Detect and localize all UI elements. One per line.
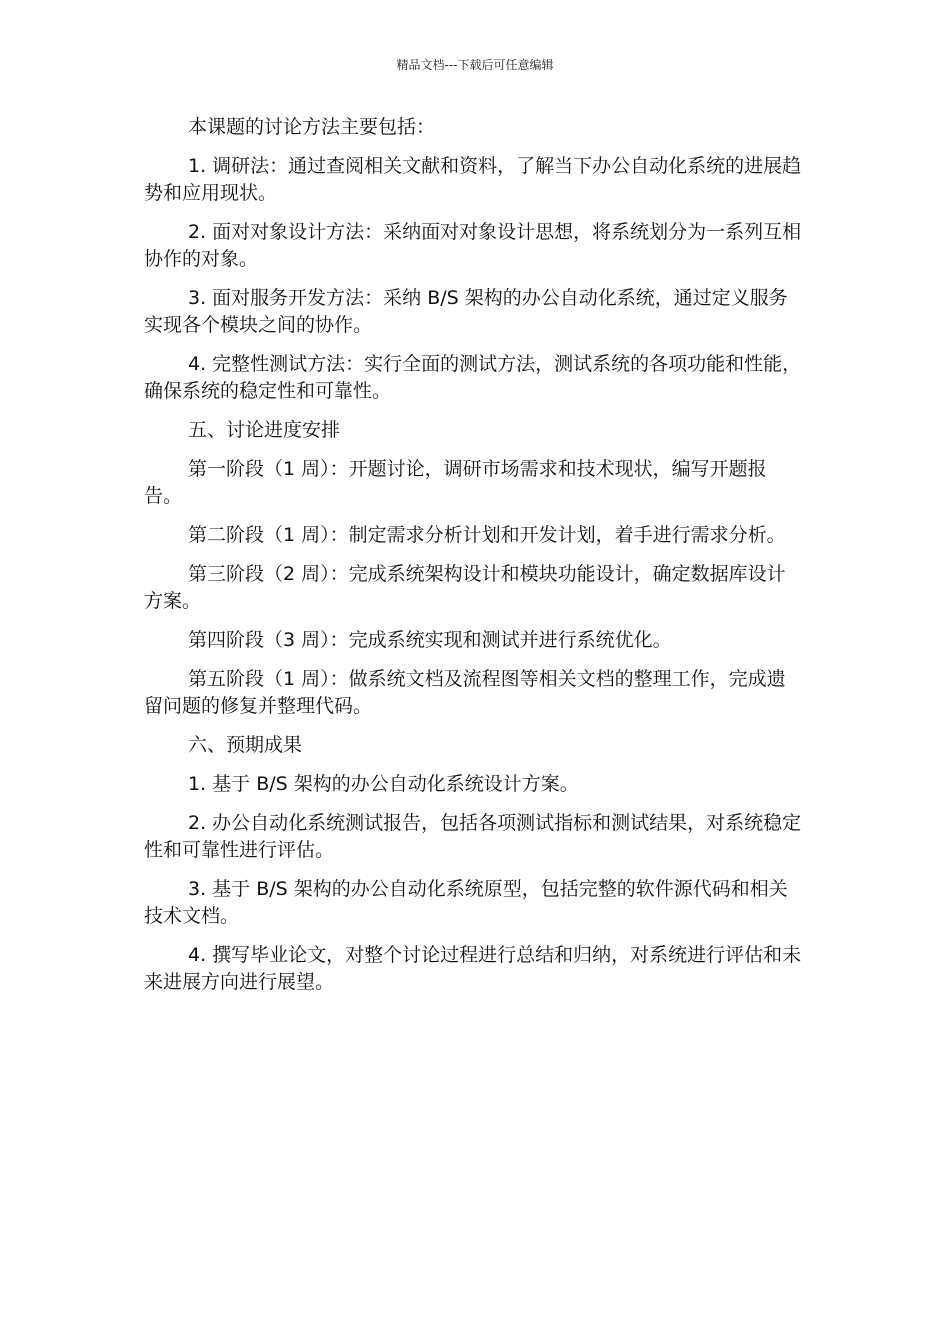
paragraph-result-4: 4. 撰写毕业论文，对整个讨论过程进行总结和归纳，对系统进行评估和未来进展方向进行展望。 xyxy=(144,944,802,993)
paragraph-method-1: 1. 调研法：通过查阅相关文献和资料，了解当下办公自动化系统的进展趋势和应用现状。 xyxy=(144,155,802,204)
paragraph-stage-2: 第二阶段（1 周）：制定需求分析计划和开发计划，着手进行需求分析。 xyxy=(188,524,786,546)
document-body xyxy=(144,114,804,1008)
paragraph-method-3: 3. 面对服务开发方法：采纳 B/S 架构的办公自动化系统，通过定义服务实现各个模块之间的协作。 xyxy=(144,287,788,336)
paragraph-result-3: 3. 基于 B/S 架构的办公自动化系统原型，包括完整的软件源代码和相关技术文档。 xyxy=(144,878,788,927)
paragraph-method-4: 4. 完整性测试方法：实行全面的测试方法，测试系统的各项功能和性能，确保系统的稳定性和可靠性。 xyxy=(144,353,802,402)
paragraph-stage-3: 第三阶段（2 周）：完成系统架构设计和模块功能设计，确定数据库设计方案。 xyxy=(144,563,786,612)
paragraph-stage-1: 第一阶段（1 周）：开题讨论，调研市场需求和技术现状，编写开题报告。 xyxy=(144,458,767,507)
paragraph-intro: 本课题的讨论方法主要包括： xyxy=(188,116,436,138)
paragraph-result-1: 1. 基于 B/S 架构的办公自动化系统设计方案。 xyxy=(188,773,579,795)
section-heading-results: 六、预期成果 xyxy=(188,734,303,756)
paragraph-method-2: 2. 面对对象设计方法：采纳面对对象设计思想，将系统划分为一系列互相协作的对象。 xyxy=(144,221,802,270)
page-header: 精品文档---下载后可任意编辑 xyxy=(396,58,554,72)
paragraph-result-2: 2. 办公自动化系统测试报告，包括各项测试指标和测试结果，对系统稳定性和可靠性进行评估。 xyxy=(144,812,802,861)
section-heading-schedule: 五、讨论进度安排 xyxy=(188,419,341,441)
paragraph-stage-4: 第四阶段（3 周）：完成系统实现和测试并进行系统优化。 xyxy=(188,629,672,651)
paragraph-stage-5: 第五阶段（1 周）：做系统文档及流程图等相关文档的整理工作，完成遗留问题的修复并整理代码。 xyxy=(144,668,786,717)
